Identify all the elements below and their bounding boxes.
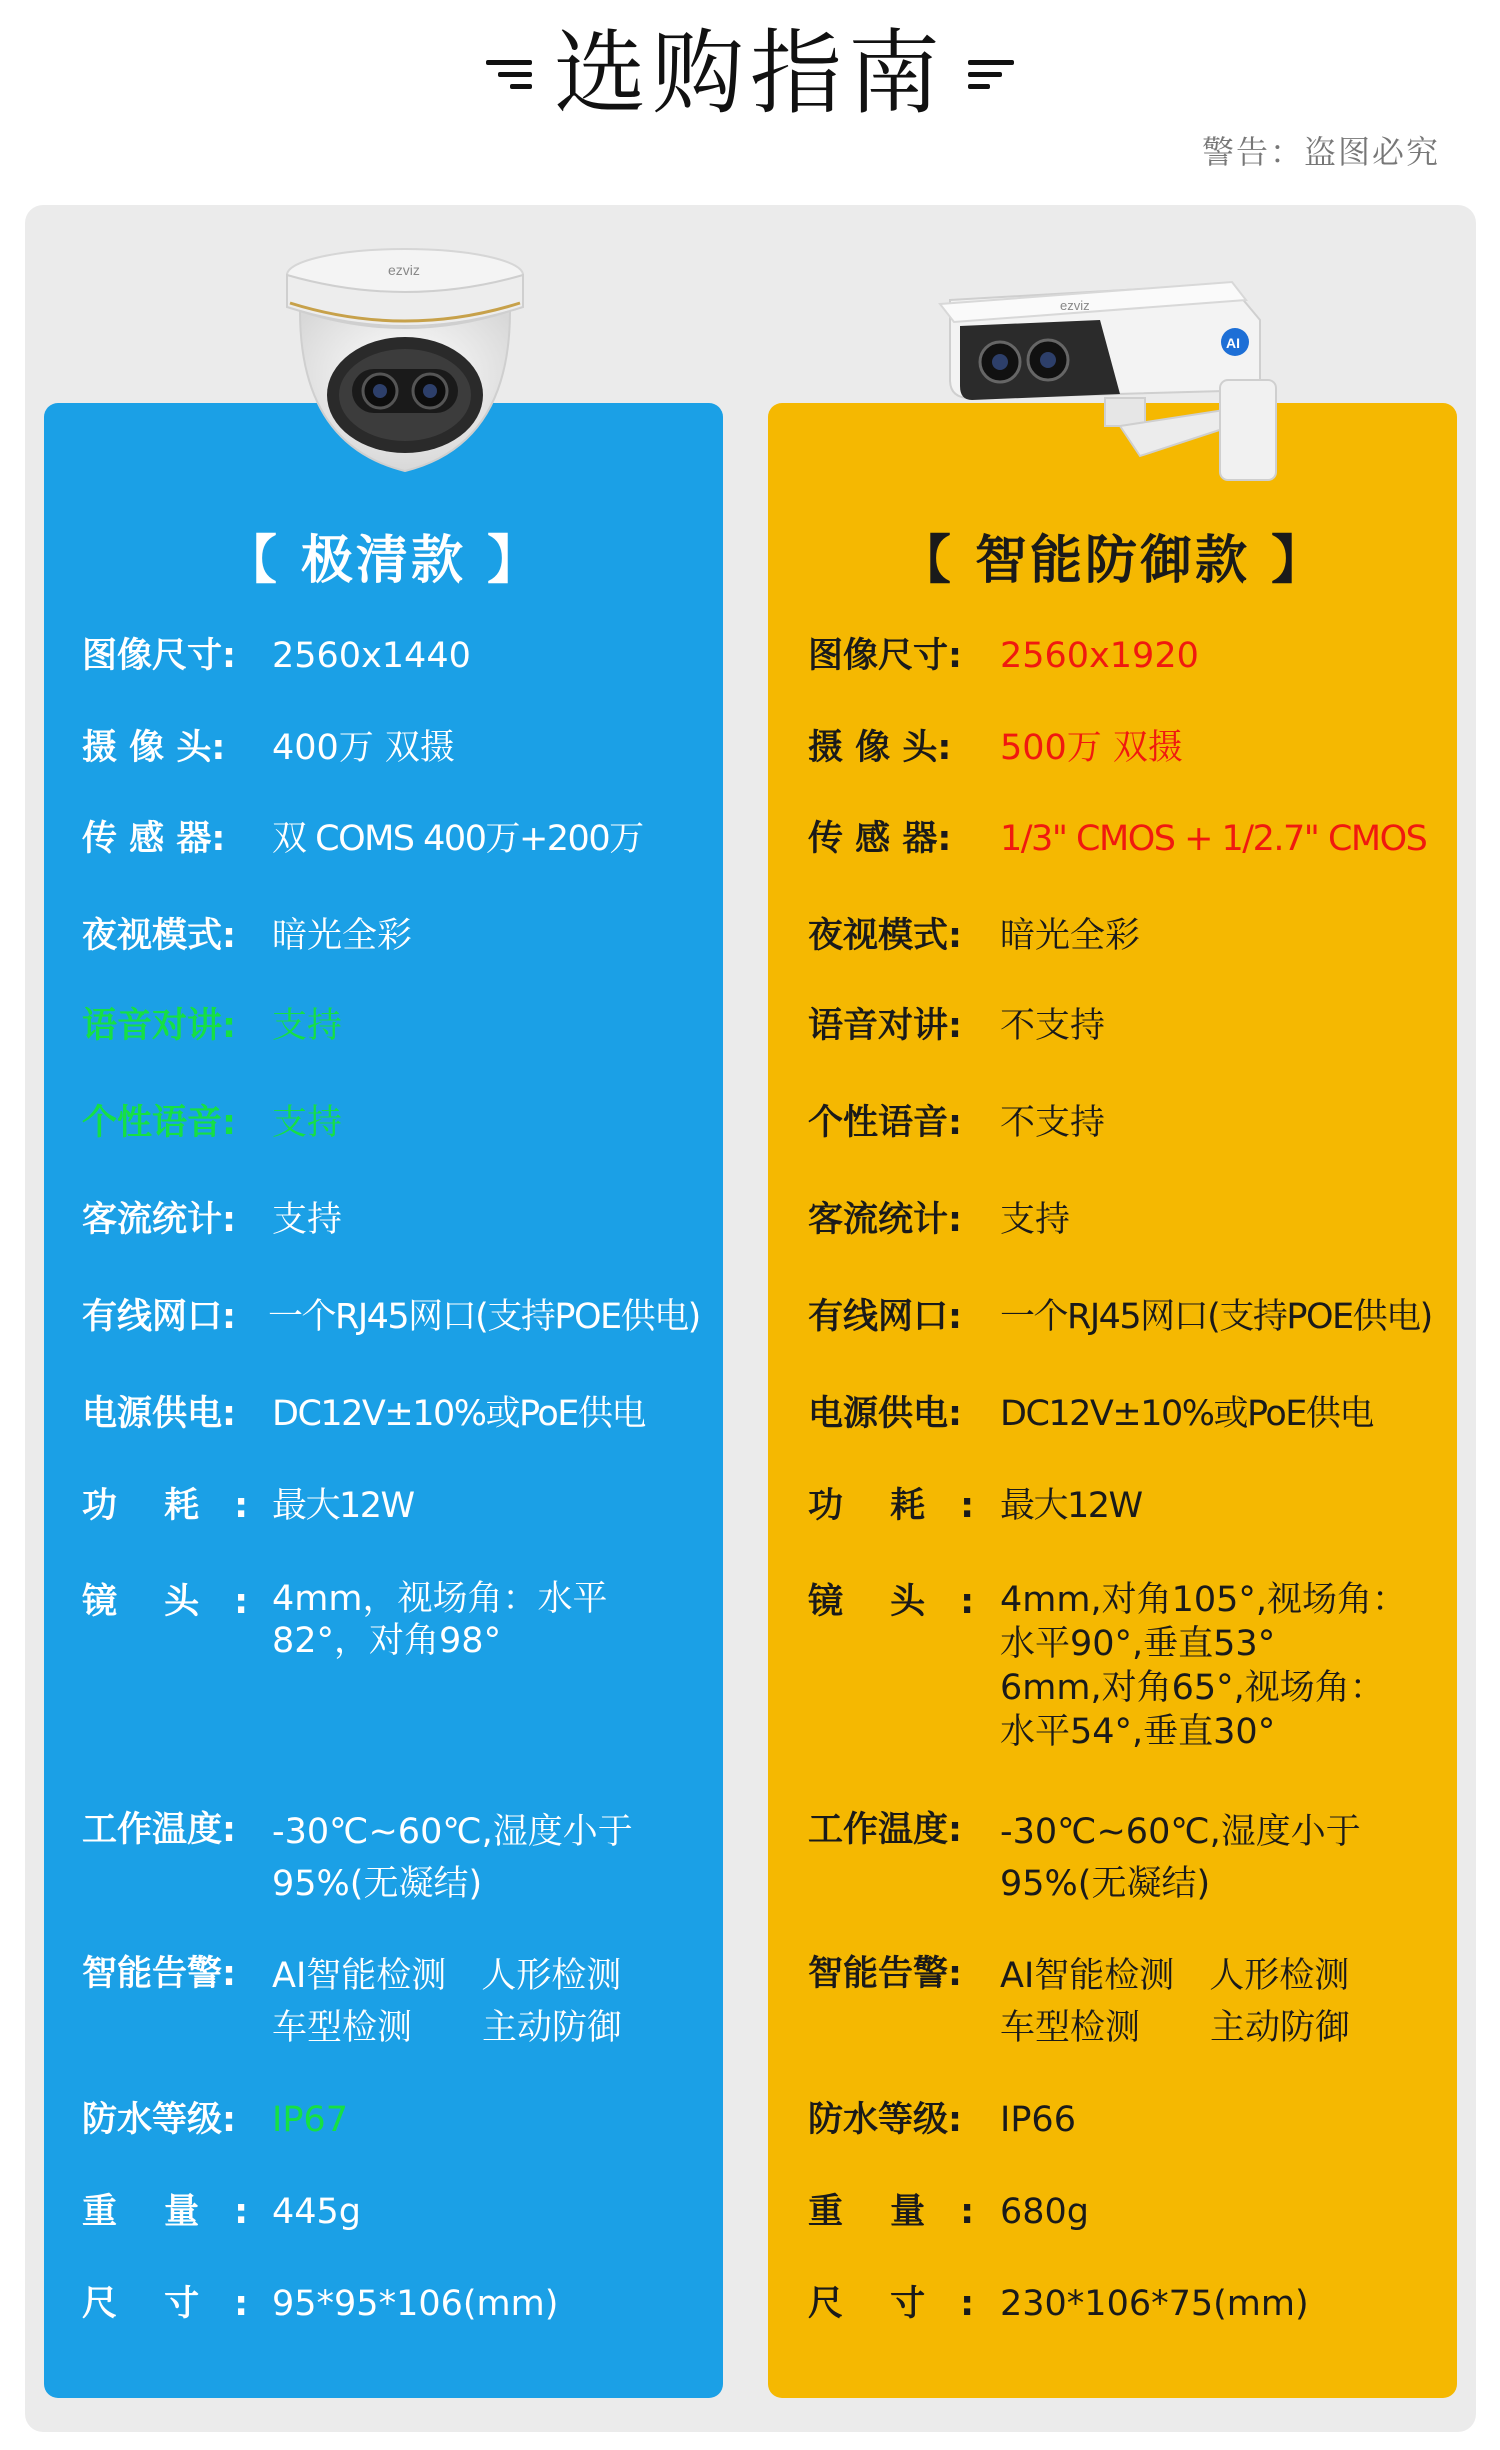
spec-value: 支持 [1000,1200,1071,1240]
spec-label: 有线网口: [82,1297,236,1337]
page-title: 选购指南 [553,20,946,127]
ezviz-logo: ezviz [1060,298,1090,313]
page-header [0,0,1500,200]
title-row [0,20,1500,127]
spec-label: 智能告警: [82,1954,236,1994]
spec-value: IP67 [272,2100,348,2140]
spec-label: 工作温度: [808,1810,962,1850]
spec-value: DC12V±10%或PoE供电 [272,1394,645,1434]
spec-value: 支持 [272,1200,343,1240]
ezviz-logo [388,262,420,278]
bullet-camera-image [930,270,1320,500]
dome-camera-image [270,245,540,485]
spec-value: 一个RJ45网口(支持POE供电) [1000,1297,1432,1337]
spec-label: 传 感 器: [808,819,952,859]
spec-value: -30℃~60℃,湿度小于 95%(无凝结) [272,1812,633,1904]
spec-value: 95*95*106(mm) [272,2284,559,2324]
spec-value: 680g [1000,2192,1090,2232]
spec-label: 夜视模式: [82,916,236,956]
spec-value: IP66 [1000,2100,1076,2140]
spec-value: 暗光全彩 [272,916,413,956]
spec-value: AI智能检测 人形检测 车型检测 主动防御 [272,1956,623,2048]
spec-value: 支持 [272,1006,343,1046]
spec-label: 重 量 : [82,2192,249,2232]
spec-value: 不支持 [1000,1103,1106,1143]
spec-label: 个性语音: [82,1103,236,1143]
spec-label: 有线网口: [808,1297,962,1337]
spec-value: 230*106*75(mm) [1000,2284,1309,2324]
svg-text:ezviz: ezviz [388,262,420,278]
spec-label: 摄 像 头: [82,728,226,768]
spec-value: DC12V±10%或PoE供电 [1000,1394,1373,1434]
spec-value: 暗光全彩 [1000,916,1141,956]
spec-label: 尺 寸 : [82,2284,249,2324]
spec-value: 1/3" CMOS + 1/2.7" CMOS [1000,819,1427,859]
spec-label: 镜 头 : [808,1582,975,1622]
spec-value: 最大12W [1000,1486,1142,1526]
spec-label: 个性语音: [808,1103,962,1143]
spec-label: 图像尺寸: [808,636,962,676]
title-decoration-left [486,60,532,89]
spec-label: 重 量 : [808,2192,975,2232]
spec-value: AI智能检测 人形检测 车型检测 主动防御 [1000,1956,1351,2048]
spec-label: 语音对讲: [82,1006,236,1046]
spec-value: 2560x1920 [1000,636,1199,676]
spec-value: 支持 [272,1103,343,1143]
spec-label: 镜 头 : [82,1582,249,1622]
spec-label: 图像尺寸: [82,636,236,676]
title-decoration-right [968,60,1014,89]
spec-value: 双 COMS 400万+200万 [272,819,643,859]
spec-label: 客流统计: [82,1200,236,1240]
spec-label: 摄 像 头: [808,728,952,768]
spec-label: 尺 寸 : [808,2284,975,2324]
spec-value: -30℃~60℃,湿度小于 95%(无凝结) [1000,1812,1361,1904]
spec-label: 传 感 器: [82,819,226,859]
spec-value: 2560x1440 [272,636,471,676]
spec-value: 400万 双摄 [272,728,455,768]
spec-label: 语音对讲: [808,1006,962,1046]
spec-value: 不支持 [1000,1006,1106,1046]
spec-label: 智能告警: [808,1954,962,1994]
spec-value: 最大12W [272,1486,414,1526]
spec-label: 防水等级: [82,2100,236,2140]
spec-label: 客流统计: [808,1200,962,1240]
spec-label: 防水等级: [808,2100,962,2140]
spec-label: 电源供电: [82,1394,236,1434]
spec-label: 功 耗 : [82,1486,249,1526]
spec-label: 工作温度: [82,1810,236,1850]
spec-value: 4mm，视场角：水平 82°，对角98° [272,1579,608,1661]
ai-badge [1221,328,1249,356]
spec-label: 功 耗 : [808,1486,975,1526]
copyright-warning: 警告：盗图必究 [1201,133,1440,171]
spec-value: 500万 双摄 [1000,728,1183,768]
spec-value: 445g [272,2192,362,2232]
card-title-smart-defense: 【 智能防御款 】 [898,531,1327,591]
spec-value: 一个RJ45网口(支持POE供电) [268,1297,700,1337]
spec-value: 4mm,对角105°,视场角： 水平90°,垂直53° 6mm,对角65°,视场角： 水平54°,垂直30° [1000,1580,1408,1752]
spec-label: 夜视模式: [808,916,962,956]
svg-text:AI: AI [1226,335,1240,351]
spec-label: 电源供电: [808,1394,962,1434]
card-title-ultra-clear: 【 极清款 】 [224,531,543,591]
